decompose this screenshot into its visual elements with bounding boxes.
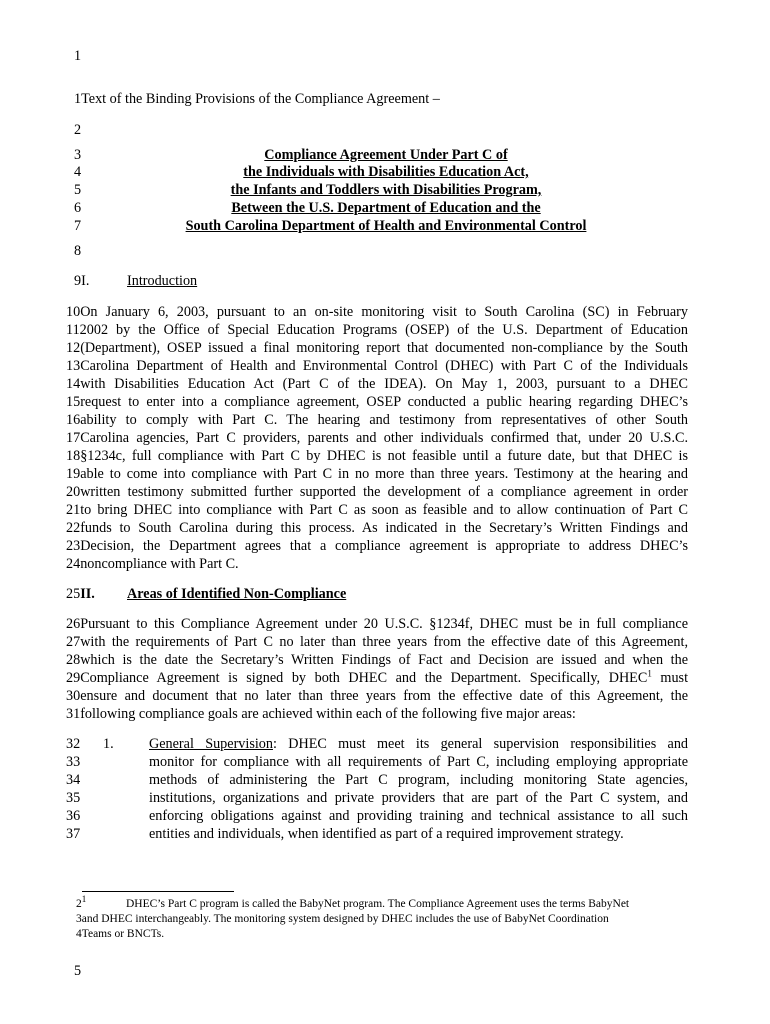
item-marker: 1.: [103, 736, 114, 752]
line-text: monitor for compliance with all requirements of Part C, including employing appropriate: [149, 754, 688, 770]
line-text: enforcing obligations against and providing training and technical assistance to all such: [149, 808, 688, 824]
line-number: 15: [66, 394, 81, 410]
line-number: 26: [66, 616, 81, 632]
footnote-marker: 1: [81, 894, 87, 905]
section-roman: I.: [81, 273, 90, 289]
line-text: written testimony submitted further supported the development of a compliance agreement in order: [80, 484, 688, 500]
line-number: 1: [74, 48, 82, 64]
line-text: (Department), OSEP issued a final monitoring report that documented non-compliance by the South: [80, 340, 688, 356]
text-line: [66, 376, 688, 393]
text-line: [66, 340, 688, 357]
line-number: 35: [66, 790, 81, 806]
line-text: On January 6, 2003, pursuant to an on-site monitoring visit to South Carolina (SC) in February: [80, 304, 688, 320]
line-number: 4: [74, 164, 82, 180]
line-number: 2: [74, 122, 82, 138]
line-number: 17: [66, 430, 81, 446]
line-text: with the requirements of Part C no later than three years from the effective date of this Agreement,: [80, 634, 688, 650]
line-number: 31: [66, 706, 81, 722]
line-number: 19: [66, 466, 81, 482]
text-line: [149, 736, 688, 753]
line-number: 18: [66, 448, 81, 464]
text-line: [66, 412, 688, 429]
text-line: [66, 688, 688, 705]
line-text: methods of administering the Part C program, including monitoring State agencies,: [149, 772, 688, 788]
line-number: 34: [66, 772, 81, 788]
line-text: which is the date the Secretary’s Written Findings of Fact and Decision are issued and when the: [80, 652, 688, 668]
section-1-title: Introduction: [127, 273, 198, 289]
line-number: 3: [76, 913, 82, 925]
line-text: Carolina agencies, Part C providers, parents and other individuals confirmed that, under 20 U.S.C.: [80, 430, 688, 446]
line-number: 36: [66, 808, 81, 824]
line-number: 16: [66, 412, 81, 428]
line-number: 22: [66, 520, 81, 536]
line-number: 23: [66, 538, 81, 554]
line-number: 1: [74, 91, 82, 107]
line-number: 21: [66, 502, 81, 518]
title-line: the Individuals with Disabilities Education Act,: [243, 164, 529, 180]
text-line: [66, 304, 688, 321]
line-text: with Disabilities Education Act (Part C of the IDEA). On May 1, 2003, pursuant to a DHEC: [80, 376, 688, 392]
text-line: [66, 616, 688, 633]
section-2-title: Areas of Identified Non-Compliance: [127, 586, 347, 602]
line-number: 5: [74, 182, 82, 198]
text-line: [66, 502, 688, 519]
text-line: [66, 652, 688, 669]
text-line: [66, 394, 688, 411]
line-number: 27: [66, 634, 81, 650]
line-number: 3: [74, 147, 82, 163]
line-text: to bring DHEC into compliance with Part C as soon as feasible and to allow continuation of Part C: [80, 502, 688, 518]
line-number: 2: [76, 898, 82, 910]
line-text: Compliance Agreement is signed by both DHEC and the Department. Specifically, DHEC: [80, 670, 648, 686]
intro-line: [74, 91, 440, 108]
item-label: General Supervision: [149, 736, 273, 752]
line-text: : DHEC must meet its general supervision responsibilities and: [272, 736, 689, 752]
line-text: noncompliance with Part C.: [80, 556, 239, 572]
title-line: Between the U.S. Department of Education and the: [231, 200, 541, 216]
line-text: request to enter into a compliance agreement, OSEP conducted a public hearing regarding DHEC’s: [80, 394, 688, 410]
line-number: 7: [74, 218, 82, 234]
line-number: 11: [66, 322, 80, 338]
line-number: 24: [66, 556, 81, 572]
line-text: institutions, organizations and private providers that are part of the Part C system, and: [149, 790, 688, 806]
footnote-text: DHEC’s Part C program is called the BabyNet program. The Compliance Agreement uses the terms BabyNet: [126, 898, 630, 910]
line-text: must: [651, 670, 689, 686]
text-line: [66, 520, 688, 537]
footnote-reference[interactable]: 1: [647, 668, 652, 679]
line-text: ensure and document that no later than three years from the effective date of this Agreement, the: [80, 688, 688, 704]
line-text: entities and individuals, when identified as part of a required improvement strategy.: [149, 826, 624, 842]
line-number: 8: [74, 243, 82, 259]
title-line: the Infants and Toddlers with Disabilities Program,: [230, 182, 542, 198]
line-text: able to come into compliance with Part C in no more than three years. Testimony at the hearing and: [80, 466, 688, 482]
footnote-text: Teams or BNCTs.: [81, 928, 165, 940]
line-number: 14: [66, 376, 81, 392]
line-number: 30: [66, 688, 81, 704]
line-text: Carolina Department of Health and Environmental Control (DHEC) with Part C of the Individuals: [80, 358, 688, 374]
line-text: ability to comply with Part C. The hearing and testimony from representatives of other South: [80, 412, 688, 428]
text-line: [66, 556, 688, 573]
section-roman: II.: [80, 586, 95, 602]
line-number: 37: [66, 826, 81, 842]
section-1-heading: [74, 273, 89, 290]
text-line: [66, 448, 688, 465]
line-number: 9: [74, 273, 82, 289]
title-line: South Carolina Department of Health and Environmental Control: [185, 218, 587, 234]
line-text: Decision, the Department agrees that a compliance agreement is appropriate to address DHEC’s: [80, 538, 688, 554]
line-number: 33: [66, 754, 81, 770]
text-line: [66, 466, 688, 483]
text-line: [66, 706, 688, 723]
line-text: §1234c, full compliance with Part C by DHEC is not feasible until a future date, but that DHEC is: [80, 448, 688, 464]
line-number: 6: [74, 200, 82, 216]
text-line: [66, 358, 688, 375]
footnote-separator: [82, 891, 234, 892]
line-number: 12: [66, 340, 81, 356]
line-text: funds to South Carolina during this process. As indicated in the Secretary’s Written Findings and: [80, 520, 688, 536]
text-line: [66, 430, 688, 447]
footnote-text: and DHEC interchangeably. The monitoring system designed by DHEC includes the use of BabyNet Coordination: [81, 913, 609, 925]
line-number: 28: [66, 652, 81, 668]
line-number: 32: [66, 736, 81, 752]
text-line: [66, 634, 688, 651]
line-text: 2002 by the Office of Special Education Programs (OSEP) of the U.S. Department of Education: [79, 322, 688, 338]
line-number: 29: [66, 670, 81, 686]
line-number: 25: [66, 586, 81, 602]
section-2-heading: [66, 586, 95, 603]
intro-text: Text of the Binding Provisions of the Compliance Agreement –: [81, 91, 440, 107]
text-line: [66, 322, 688, 339]
line-number: 5: [74, 963, 82, 979]
line-number: 13: [66, 358, 81, 374]
line-number: 4: [76, 928, 82, 940]
line-number: 20: [66, 484, 81, 500]
text-line: [66, 670, 688, 687]
line-number: 10: [66, 304, 81, 320]
text-line: [66, 538, 688, 555]
text-line: [66, 484, 688, 501]
footnote-line: [76, 894, 87, 910]
line-text: Pursuant to this Compliance Agreement under 20 U.S.C. §1234f, DHEC must be in full compliance: [80, 616, 688, 632]
footnote-line: [76, 913, 609, 925]
line-text: following compliance goals are achieved within each of the following five major areas:: [80, 706, 576, 722]
title-line: Compliance Agreement Under Part C of: [264, 147, 508, 163]
footnote-line: [76, 928, 164, 940]
